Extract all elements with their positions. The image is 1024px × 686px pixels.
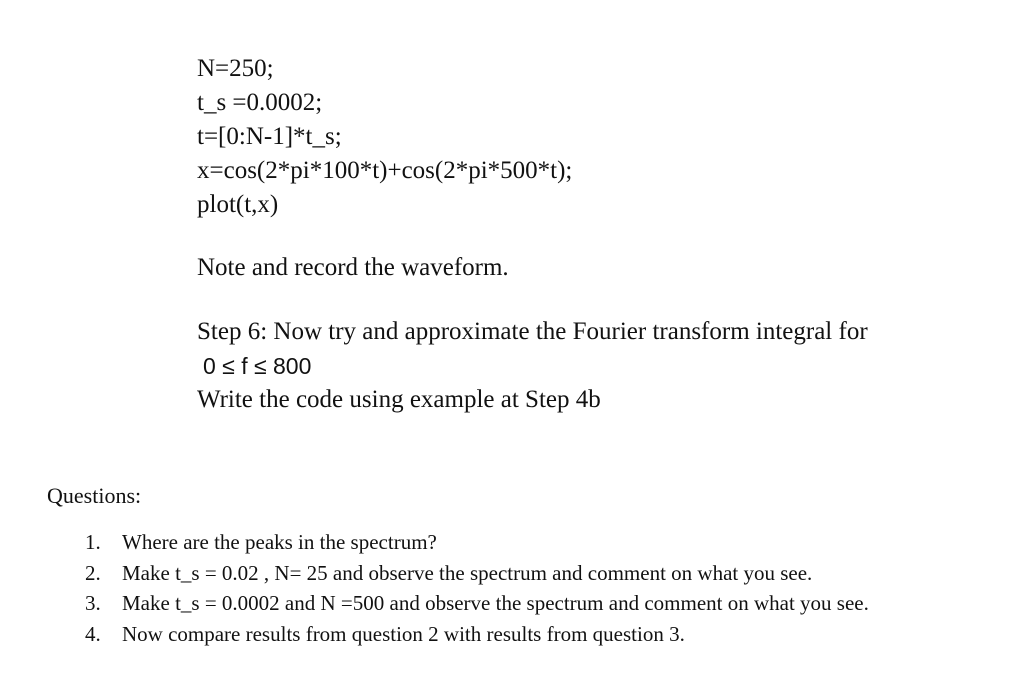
question-number: 1. xyxy=(85,530,101,554)
code-line: plot(t,x) xyxy=(197,191,279,218)
question-text: Make t_s = 0.0002 and N =500 and observe the spectrum and comment on what you see. xyxy=(122,591,869,615)
step-6-instruction: Step 6: Now try and approximate the Fourier transform integral for xyxy=(197,318,868,345)
question-item xyxy=(85,558,869,589)
frequency-range: 0 ≤ f ≤ 800 xyxy=(203,353,312,379)
step-6-code-instruction: Write the code using example at Step 4b xyxy=(197,386,601,413)
question-number: 2. xyxy=(85,560,101,585)
question-number: 4. xyxy=(85,621,101,646)
questions-list xyxy=(85,527,869,649)
questions-heading: Questions: xyxy=(47,483,142,508)
code-line: t_s =0.0002; xyxy=(197,89,323,116)
question-text: Make t_s = 0.02 , N= 25 and observe the spectrum and comment on what you see. xyxy=(122,560,813,585)
code-block xyxy=(197,52,572,222)
question-item xyxy=(85,527,869,558)
step-6-block xyxy=(197,315,868,417)
code-line: N=250; xyxy=(197,55,274,82)
code-line: x=cos(2*pi*100*t)+cos(2*pi*500*t); xyxy=(197,157,573,184)
question-text: Now compare results from question 2 with results from question 3. xyxy=(122,621,685,646)
note-text: Note and record the waveform. xyxy=(197,254,509,281)
question-number: 3. xyxy=(85,591,101,615)
question-text: Where are the peaks in the spectrum? xyxy=(122,530,437,554)
question-item xyxy=(85,619,869,650)
code-line: t=[0:N-1]*t_s; xyxy=(197,123,342,150)
question-item xyxy=(85,588,869,619)
